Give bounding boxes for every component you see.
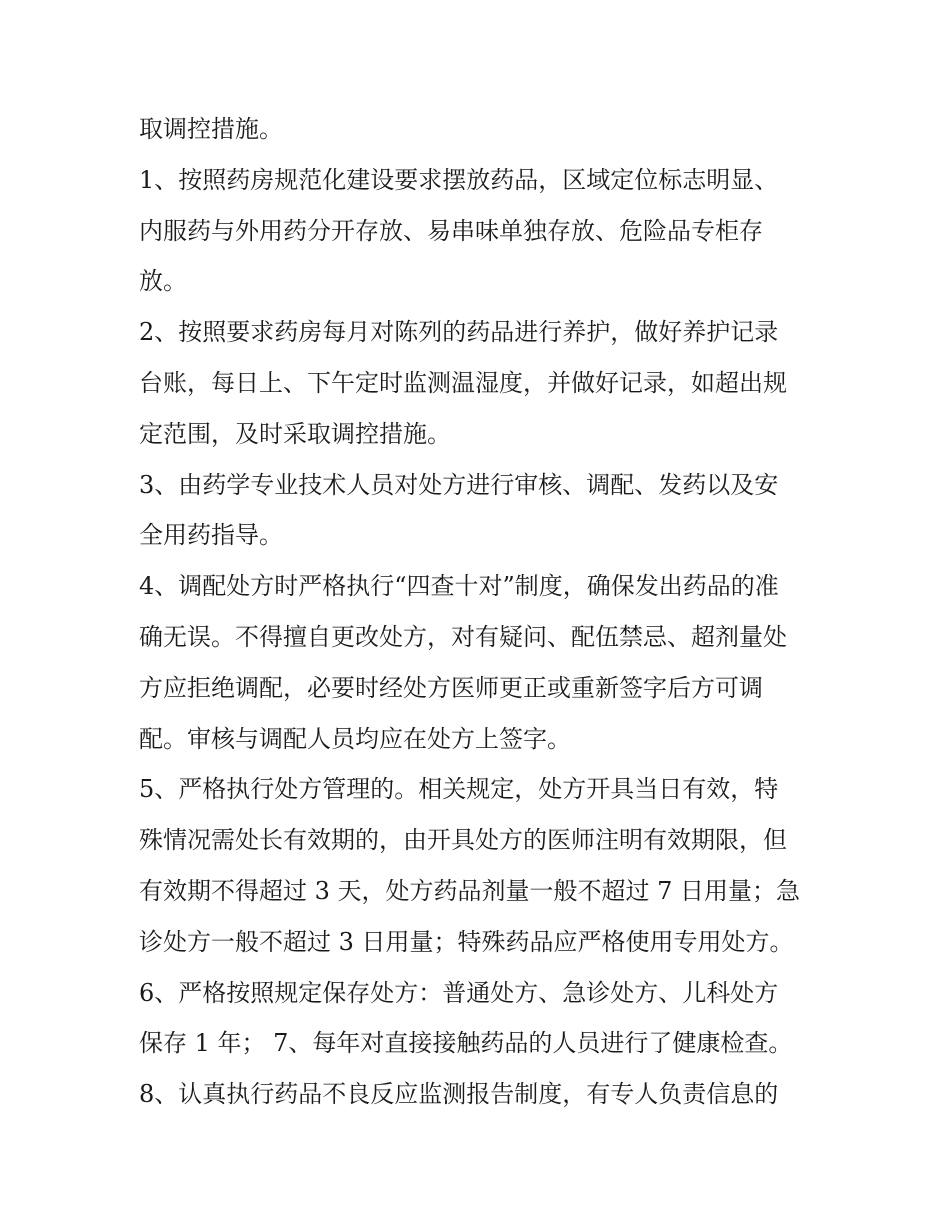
text-line: 1、按照药房规范化建设要求摆放药品，区域定位标志明显、	[139, 165, 779, 194]
text-line: 配。审核与调配人员均应在处方上签字。	[139, 724, 571, 753]
text-line: 诊处方一般不超过 3 日用量；特殊药品应严格使用专用处方。	[139, 927, 794, 956]
text-line: 3、由药学专业技术人员对处方进行审核、调配、发药以及安	[139, 470, 779, 499]
text-line: 5、严格执行处方管理的。相关规定，处方开具当日有效，特	[139, 775, 779, 804]
body-text	[139, 104, 819, 1120]
text-line: 6、严格按照规定保存处方：普通处方、急诊处方、儿科处方	[139, 978, 779, 1007]
text-line: 全用药指导。	[139, 521, 283, 550]
text-line: 4、调配处方时严格执行“四查十对”制度，确保发出药品的准	[139, 572, 779, 601]
text-line: 取调控措施。	[139, 115, 283, 143]
text-line: 台账，每日上、下午定时监测温湿度，并做好记录，如超出规	[139, 368, 787, 397]
text-line: 殊情况需处长有效期的，由开具处方的医师注明有效期限，但	[139, 826, 787, 855]
text-line: 确无误。不得擅自更改处方，对有疑问、配伍禁忌、超剂量处	[139, 622, 787, 651]
text-line: 保存 1 年； 7、每年对直接接触药品的人员进行了健康检查。	[139, 1029, 793, 1058]
text-line: 内服药与外用药分开存放、易串味单独存放、危险品专柜存	[139, 216, 763, 245]
text-line: 方应拒绝调配，必要时经处方医师更正或重新签字后方可调	[139, 673, 763, 702]
text-line: 有效期不得超过 3 天，处方药品剂量一般不超过 7 日用量；急	[139, 876, 801, 905]
text-line: 8、认真执行药品不良反应监测报告制度，有专人负责信息的	[139, 1080, 779, 1109]
text-line: 2、按照要求药房每月对陈列的药品进行养护，做好养护记录	[139, 318, 779, 347]
text-line: 放。	[139, 267, 187, 296]
text-line: 定范围，及时采取调控措施。	[139, 419, 451, 448]
